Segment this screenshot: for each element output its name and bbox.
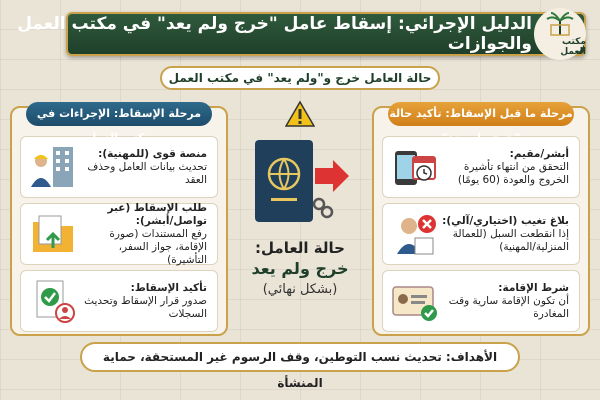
building-worker-icon xyxy=(27,141,79,193)
goals-banner: الأهداف: تحديث نسب التوطين، وقف الرسوم غير المستحقة، حماية المنشأة xyxy=(80,342,520,372)
card-desc: صدور قرار الإسقاط وتحديث السجلات xyxy=(84,294,207,320)
card-desc: أن تكون الإقامة سارية وقت المغادرة xyxy=(448,294,569,320)
status-qualifier: (بشكل نهائي) xyxy=(262,282,338,297)
subtitle: حالة العامل خرج و"ولم يعد" في مكتب العمل xyxy=(160,66,440,90)
page-title: الدليل الإجرائي: إسقاط عامل "خرج ولم يعد" في مكتب العمل والجوازات xyxy=(17,14,532,54)
worker-status-center xyxy=(234,100,366,336)
palm-logo-icon xyxy=(545,11,575,37)
card-desc: إذا انقطعت السبل (للعمالة المنزلية/المهنية) xyxy=(452,227,569,253)
drop-request-card xyxy=(20,203,218,265)
card-desc: رفع المستندات (صورة الإقامة، جواز السفر، التأشيرة) xyxy=(109,227,207,266)
card-title: طلب الإسقاط (عبر تواصل/أبشر): xyxy=(107,201,207,227)
warning-icon xyxy=(285,100,315,128)
drop-confirmation-card xyxy=(20,270,218,332)
card-title: تأكيد الإسقاط: xyxy=(130,281,207,294)
pre-drop-stage-header: مرحلة ما قبل الإسقاط: تأكيد حالة "خرج ولم يعد" xyxy=(388,102,574,126)
residence-card-icon xyxy=(389,275,441,327)
status-value: خرج ولم يعد xyxy=(251,259,349,278)
card-title: منصة قوى (للمهنية): xyxy=(98,147,207,160)
logo xyxy=(534,8,586,60)
card-title: شرط الإقامة: xyxy=(498,281,569,294)
absent-report-icon xyxy=(389,208,441,260)
card-desc: التحقق من انتهاء تأشيرة الخروج والعودة (60 يومًا) xyxy=(457,160,569,186)
absence-report-card xyxy=(382,203,580,265)
status-label: حالة العامل: xyxy=(255,239,345,257)
residence-condition-card xyxy=(382,270,580,332)
document-upload-icon xyxy=(27,208,79,260)
drop-stage-panel xyxy=(10,106,228,336)
drop-stage-header: مرحلة الإسقاط: الإجراءات في مكتب العمل xyxy=(26,102,212,126)
calendar-phone-icon xyxy=(389,141,441,193)
passport-exit-icon xyxy=(245,134,355,230)
card-desc: تحديث بيانات العامل وحذف العقد xyxy=(87,160,207,186)
logo-text: مكتب العمل xyxy=(560,37,586,57)
title-bar xyxy=(8,6,592,62)
pre-drop-stage-panel xyxy=(372,106,590,336)
card-title: بلاغ تغيب (اختياري/آلي): xyxy=(442,214,569,227)
card-title: أبشر/مقيم: xyxy=(509,147,569,160)
approval-certificate-icon xyxy=(27,275,79,327)
